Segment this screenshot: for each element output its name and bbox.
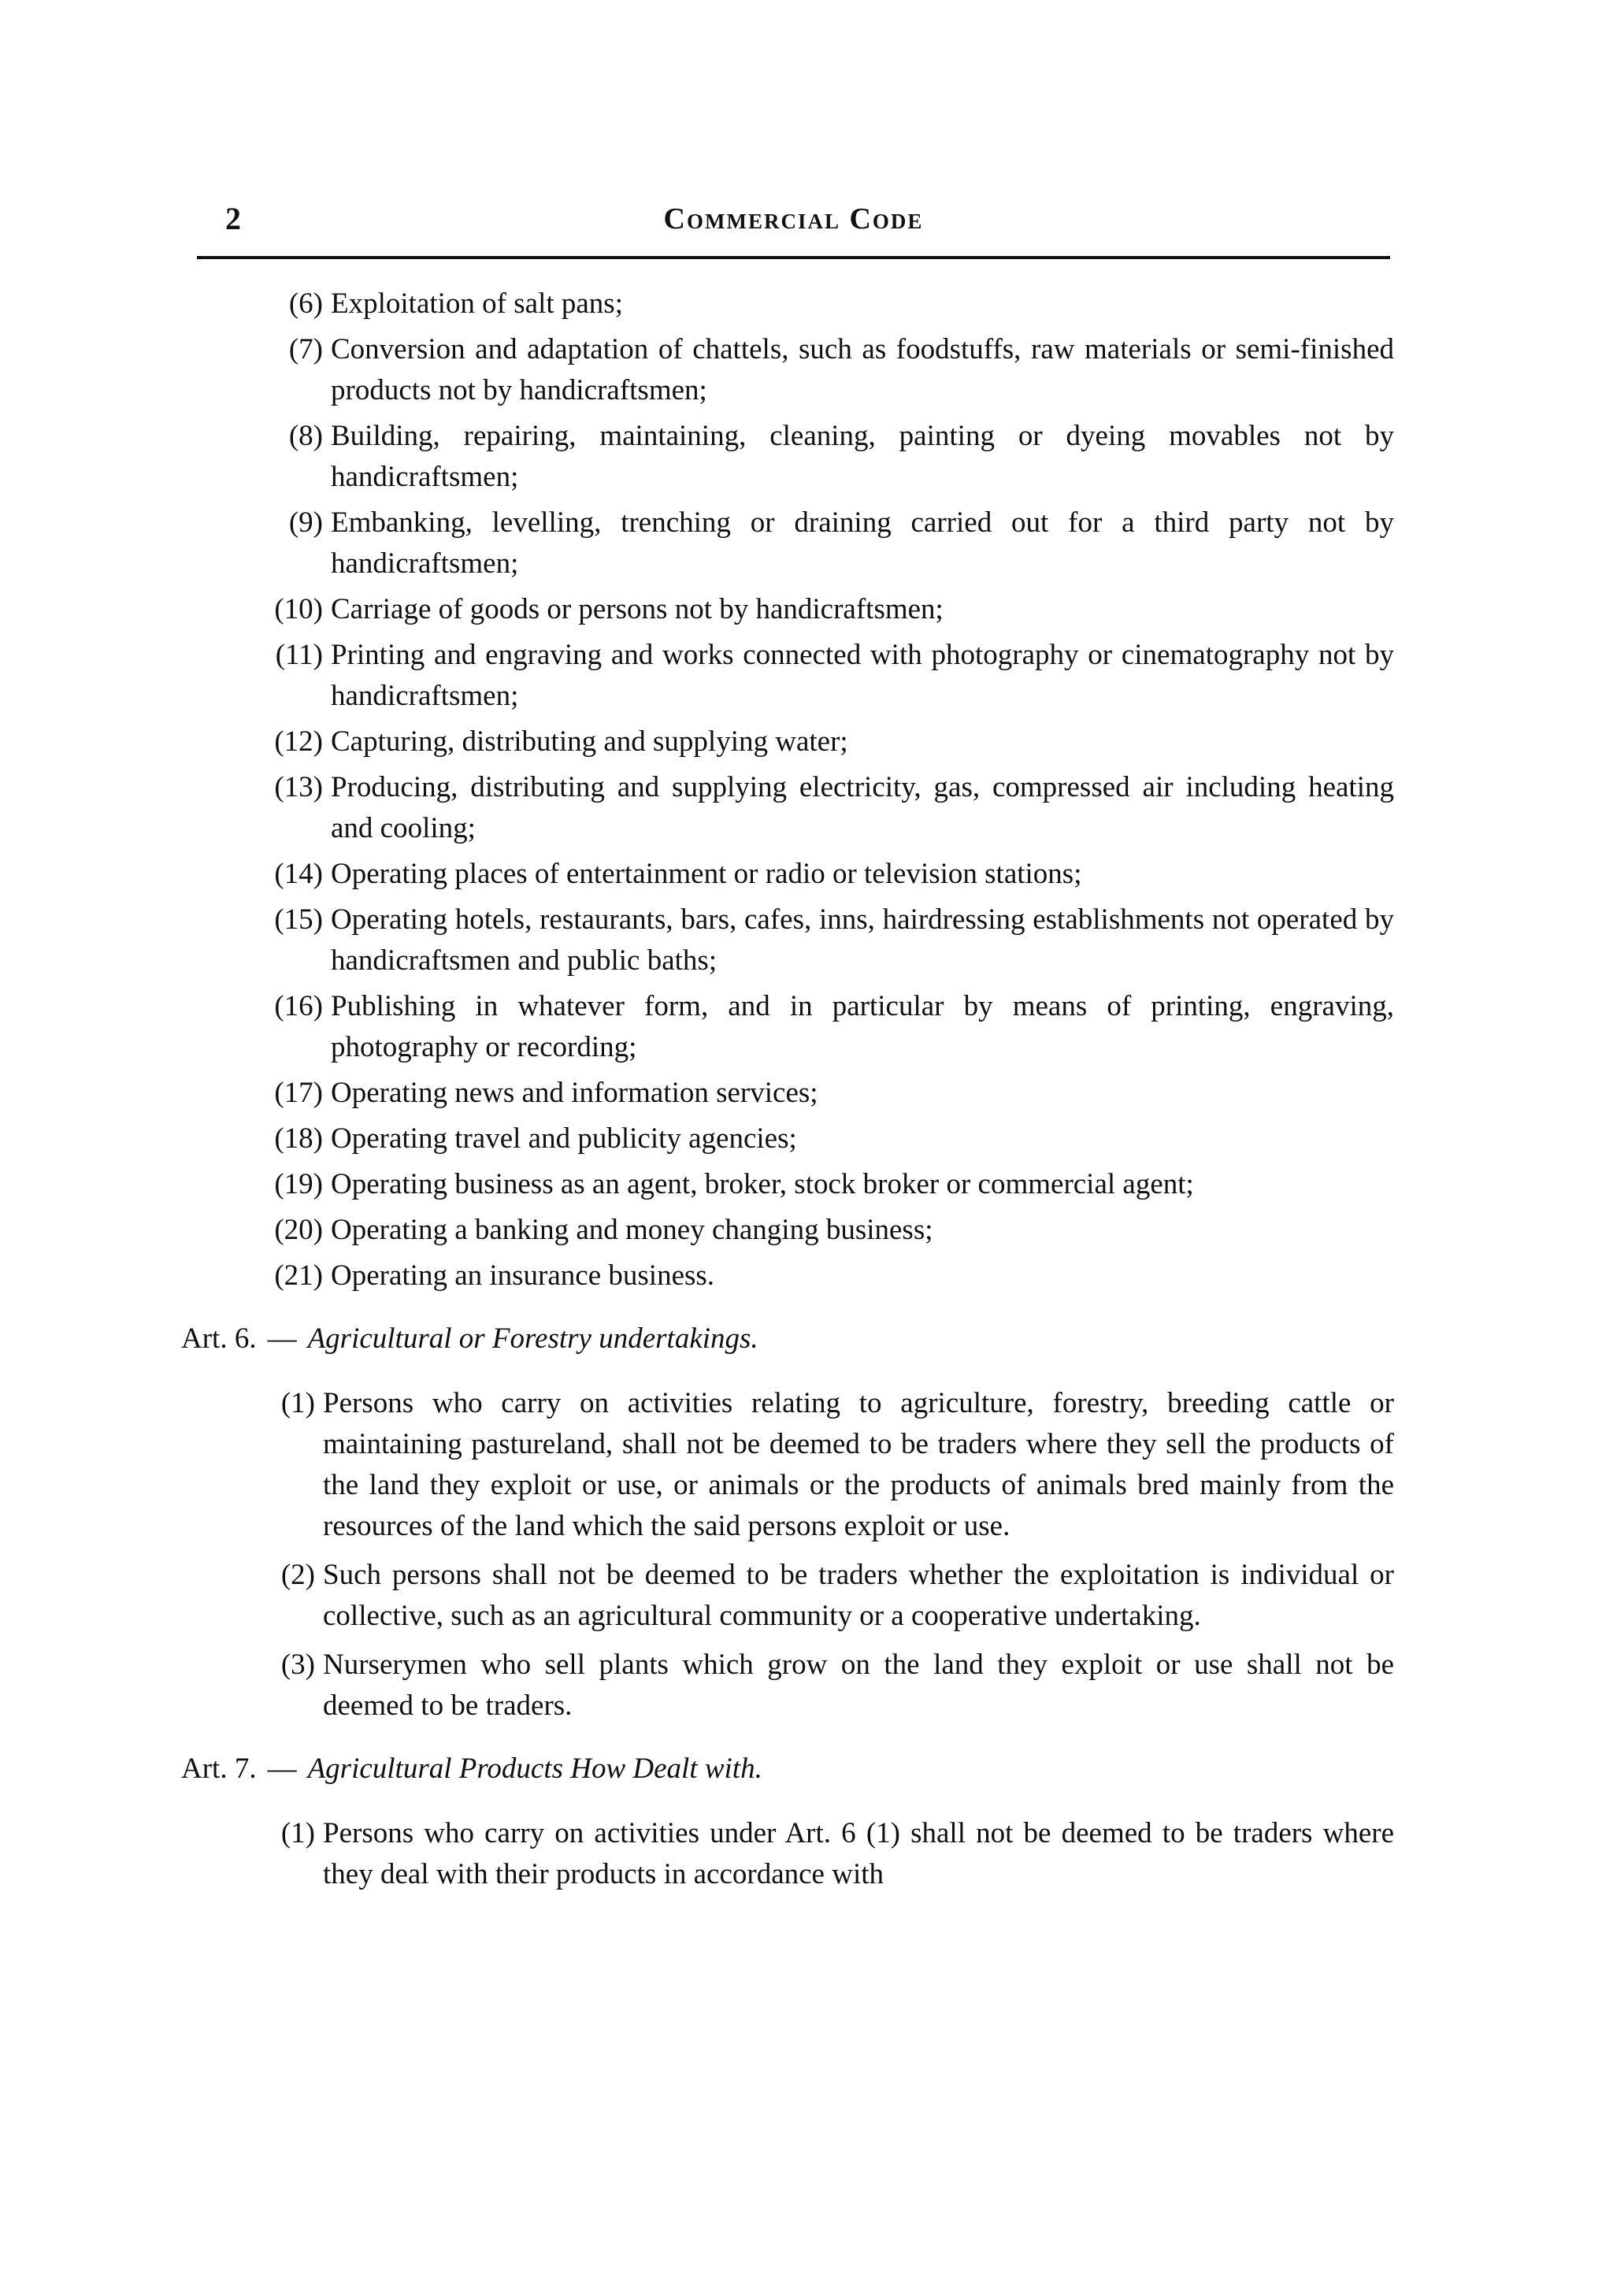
item-text: Exploitation of salt pans; (331, 287, 623, 320)
list-item (181, 589, 1394, 630)
item-number: (19) (274, 1168, 323, 1200)
article-6-heading (181, 1319, 1394, 1359)
page-number: 2 (225, 201, 241, 236)
list-item (181, 1118, 1394, 1159)
item-number: (9) (288, 506, 323, 539)
list-item (181, 1383, 1394, 1547)
article-number: Art. 6. (181, 1322, 257, 1355)
item-text: Nurserymen who sell plants which grow on the land they exploit or use shall not be deemed to be traders. (323, 1649, 1394, 1722)
article-number: Art. 7. (181, 1753, 257, 1785)
list-item (181, 721, 1394, 762)
item-text: Operating a banking and money changing business; (331, 1214, 933, 1246)
list-item (181, 416, 1394, 498)
item-number: (21) (274, 1259, 323, 1292)
item-number: (16) (274, 990, 323, 1022)
article-5-list (181, 284, 1394, 1296)
item-number: (6) (288, 287, 323, 320)
item-text: Operating places of entertainment or radio or television stations; (331, 858, 1082, 890)
item-text: Operating an insurance business. (331, 1259, 715, 1292)
list-item (181, 1256, 1394, 1296)
list-item (181, 986, 1394, 1068)
article-title: Agricultural or Forestry undertakings. (307, 1322, 758, 1355)
heading-dash: — (267, 1753, 297, 1785)
list-item (181, 854, 1394, 895)
item-number: (1) (280, 1387, 315, 1419)
list-item (181, 329, 1394, 411)
list-item (181, 635, 1394, 717)
item-text: Producing, distributing and supplying electricity, gas, compressed air including heating and cooling; (331, 771, 1394, 844)
item-number: (3) (280, 1649, 315, 1681)
list-item (181, 284, 1394, 325)
item-number: (8) (288, 420, 323, 452)
item-text: Publishing in whatever form, and in particular by means of printing, engraving, photography or recording; (331, 990, 1394, 1063)
item-number: (13) (274, 771, 323, 803)
item-text: Capturing, distributing and supplying water; (331, 725, 848, 758)
item-number: (2) (280, 1559, 315, 1591)
list-item (181, 1813, 1394, 1895)
item-text: Persons who carry on activities under Art. 6 (1) shall not be deemed to be traders where they deal with their products in accordance with (323, 1817, 1394, 1890)
list-item (181, 1210, 1394, 1251)
item-text: Conversion and adaptation of chattels, such as foodstuffs, raw materials or semi-finished products not by handicraftsmen; (331, 333, 1394, 406)
item-text: Operating business as an agent, broker, stock broker or commercial agent; (331, 1168, 1194, 1200)
item-text: Building, repairing, maintaining, cleaning, painting or dyeing movables not by handicraftsmen; (331, 420, 1394, 493)
running-head: Commercial Code (663, 202, 924, 236)
list-item (181, 1073, 1394, 1114)
item-number: (12) (274, 725, 323, 758)
item-number: (15) (274, 903, 323, 936)
item-number: (18) (274, 1122, 323, 1155)
item-text: Embanking, levelling, trenching or draining carried out for a third party not by handicraftsmen; (331, 506, 1394, 580)
item-number: (10) (274, 593, 323, 625)
item-text: Operating travel and publicity agencies; (331, 1122, 797, 1155)
item-text: Operating news and information services; (331, 1077, 818, 1109)
item-number: (1) (280, 1817, 315, 1849)
page-body (181, 284, 1394, 1903)
article-title: Agricultural Products How Dealt with. (307, 1753, 762, 1785)
list-item (181, 1645, 1394, 1727)
list-item (181, 899, 1394, 981)
item-number: (7) (288, 333, 323, 365)
item-text: Carriage of goods or persons not by handicraftsmen; (331, 593, 944, 625)
list-item (181, 1555, 1394, 1637)
item-number: (14) (274, 858, 323, 890)
page-header (197, 197, 1390, 260)
article-6-list (181, 1383, 1394, 1727)
item-number: (17) (274, 1077, 323, 1109)
list-item (181, 767, 1394, 849)
item-text: Such persons shall not be deemed to be traders whether the exploitation is individual or collective, such as an agricultural community or a cooperative undertaking. (323, 1559, 1394, 1632)
item-text: Operating hotels, restaurants, bars, cafes, inns, hairdressing establishments not operated by handicraftsmen and public baths; (331, 903, 1394, 977)
item-number: (20) (274, 1214, 323, 1246)
list-item (181, 503, 1394, 584)
article-7-list (181, 1813, 1394, 1895)
header-rule (197, 256, 1390, 259)
article-7-heading (181, 1749, 1394, 1790)
item-number: (11) (275, 639, 323, 671)
item-text: Printing and engraving and works connected with photography or cinematography not by handicraftsmen; (331, 639, 1394, 712)
list-item (181, 1164, 1394, 1205)
heading-dash: — (267, 1322, 297, 1355)
item-text: Persons who carry on activities relating to agriculture, forestry, breeding cattle or maintaining pastureland, shall not be deemed to be traders where they sell the products of the land they exploit or use, or animals or the products of animals bred mainly from the resources of the land which the said persons exploit or use. (323, 1387, 1394, 1542)
